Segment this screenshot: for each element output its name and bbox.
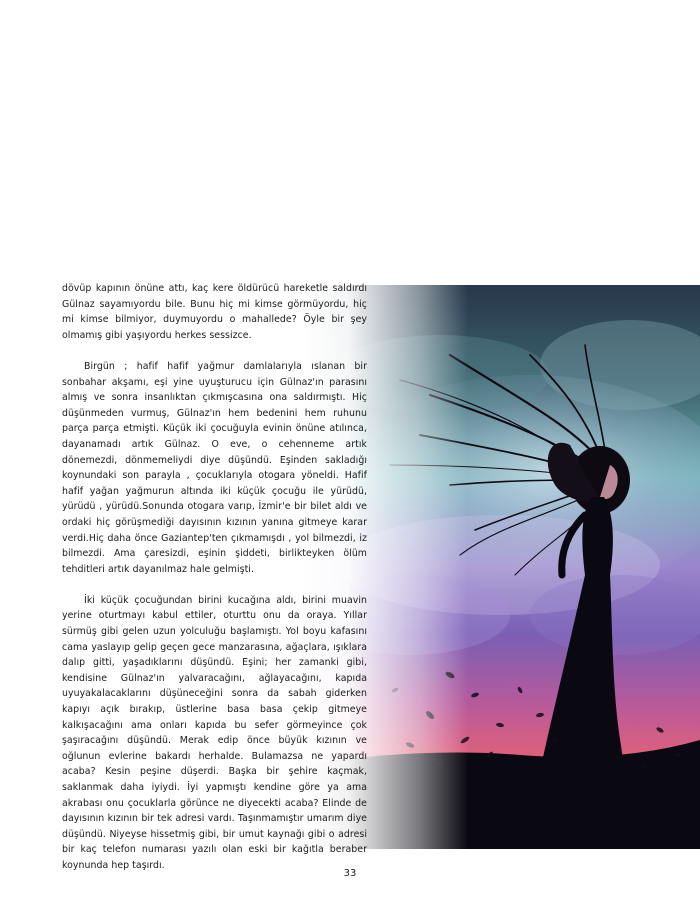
article-paragraph: dövüp kapının önüne attı, kaç kere öldürücü hareketle saldırdı Gülnaz sayamıyordu bile. Bunu hiç mi kimse görmüyordu, hiç mi kimse bilmiyor, duymuyordu o mahallede? Öyle bir şey olmamış gibi yaşıyordu herkes sessizce. [62, 283, 367, 341]
article-paragraph: Birgün ; hafif hafif yağmur damlalarıyla ıslanan bir sonbahar akşamı, eşi yine uyuşturucu için Gülnaz'ın parasını almış ve sonra insanlıktan çıkmışcasına ona saldırmıştı. Hiç düşünmeden vurmuş, Gülnaz'ın hem bedenini hem ruhunu parça parça etmişti. Küçük iki çocuğuyla evinin önüne atılınca, dayanamadı artık Gülnaz. O eve, o cehenneme artık dönemezdi, dönmemeliydi diye düşündü. Eşinden sakladığı koynundaki son parayla , çocuklarıyla otogara yöneldi. Hafif hafif yağan yağmurun altında iki küçük çocuğu ile yürüdü, yürüdü , yürüdü.Sonunda otogara varıp, İzmir'e bir bilet aldı ve ordaki hiç görüşmediği dayısının kızının yanına gitmeye karar verdi.Hiç daha önce Gaziantep'ten çıkmamışdı , yol bilmezdi, iz bilmezdi. Ama çaresizdi, eşinin şiddeti, birlikteyken ölüm tehditleri artık dayanılmaz hale gelmişti. [62, 360, 367, 575]
page-number: 33 [343, 868, 357, 879]
article-paragraph: İki küçük çocuğundan birini kucağına aldı, birini muavin yerine oturtmayı kabul ettiler, oturttu onu da oraya. Yıllar sürmüş gibi gelen uzun yolculuğu başlamıştı. Yol boyu kafasını cama yaslayıp gelip geçen gece manzarasına, ağaçlara, ışıklara dalıp gitti, yaşadıklarını düşündü. Eşini; her zamanki gibi, kendisine Gülnaz'ın yalvaracağını, ağlayacağını, kapıda uyuyakalacaklarını düşüneceğini sonra da sabah giderken kapıyı açık bırakıp, üstlerine basa basa çekip gitmeye kalkışacağını ama onları kapıda bu sefer görmeyince çok şaşıracağını düşündü. Merak edip önce büyük kızının ve oğlunun evlerine bakardı herhalde. Bulamazsa ne yapardı acaba? Kesin peşine düşerdi. Başka bir şehire kaçmak, saklanmak daha iyiydi. İyi yapmıştı kendine göre ya ama akrabası onu çocuklarla görünce ne diyecekti acaba? Elinde de dayısının kızının bir tek adresi vardı. Taşınmamıştır umarım diye düşündü. Niyeyse hissetmiş gibi, bir umut kaynağı gibi o adresi bir kaç telefon numarası yazılı olan eski bir kağıtla beraber koynunda hep taşırdı. [62, 594, 367, 871]
article-body [62, 281, 367, 874]
